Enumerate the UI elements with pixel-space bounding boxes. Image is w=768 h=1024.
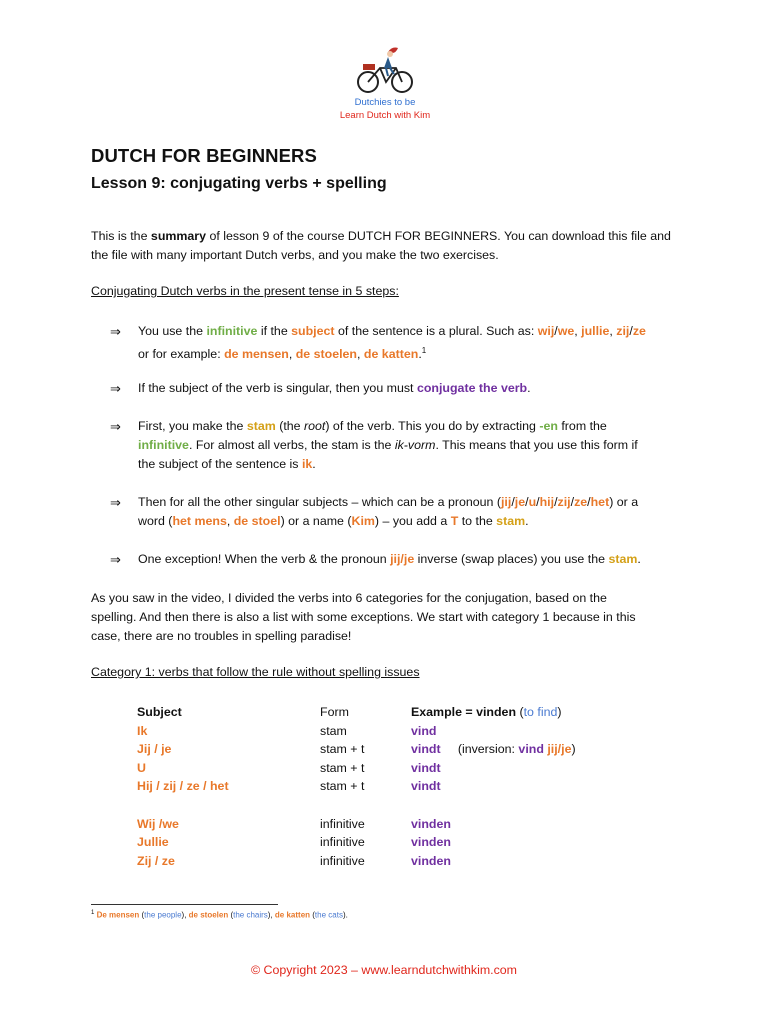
footnote-divider [91,904,278,905]
logo-line-1: Dutchies to be [354,97,416,108]
step-bullet-1: ⇒ You use the infinitive if the subject of the sentence is a plural. Such as: wij/we, jullie, zij/ze or for example: de mensen, de stoelen, de katten.$^1$ [110,324,646,362]
arrow-icon: ⇒ [110,381,121,396]
logo-line-2: Learn Dutch with Kim [339,110,431,121]
arrow-icon: ⇒ [110,324,121,339]
footnote-ref: 1 [421,346,427,355]
table-spacer-row [137,796,576,815]
page-title: DUTCH FOR BEGINNERS [91,145,317,166]
bicycle-girl-icon [354,44,416,96]
step-bullet-3: ⇒ First, you make the stam (the root) of the verb. This you do by extracting -en from the infinitive. For almost all verbs, the stam is the ik-vorm. This means that you use this form if the subject of the sentence is ik. [110,419,638,471]
step-bullet-2: ⇒ If the subject of the verb is singular, then you must conjugate the verb. [110,381,531,396]
table-row: Jullie infinitive vinden [137,835,451,850]
table-row: Hij / zij / ze / het stam + t vindt [137,779,441,794]
steps-heading: Conjugating Dutch verbs in the present tense in 5 steps: [91,284,399,298]
table-row: Ik stam vind [137,723,437,738]
arrow-icon: ⇒ [110,419,121,434]
table-row: Jij / je stam + t vindt (inversion: vind jij/je) [137,742,576,757]
category-1-heading: Category 1: verbs that follow the rule without spelling issues [91,665,420,679]
logo [330,44,440,122]
step-bullet-4: ⇒ Then for all the other singular subjects – which can be a pronoun (jij/je/u/hij/zij/ze/het) or a word (het mens, de stoel) or a name (Kim) – you add a T to the stam. [110,495,639,528]
arrow-icon: ⇒ [110,495,121,510]
table-row: Wij /we infinitive vinden [137,816,451,831]
table-header-row: Subject Form Example = vinden (to find) [137,705,562,719]
categories-paragraph: As you saw in the video, I divided the verbs into 6 categories for the conjugation, based on the spelling. And then there is also a list with some exceptions. We start with category 1 because in this case, there are no troubles in spelling paradise! [91,591,636,643]
intro-paragraph: This is the summary of lesson 9 of the course DUTCH FOR BEGINNERS. You can download this file and the file with many important Dutch verbs, and you make the two exercises. [91,229,671,262]
lesson-subtitle: Lesson 9: conjugating verbs + spelling [91,175,387,192]
table-row: Zij / ze infinitive vinden [137,853,451,868]
step-bullet-5: ⇒ One exception! When the verb & the pronoun jij/je inverse (swap places) you use the stam. [110,552,641,567]
copyright-footer: © Copyright 2023 – www.learndutchwithkim.com [250,963,517,977]
footnote: $^1$ De mensen (the people), de stoelen (the chairs), de katten (the cats). [91,910,348,920]
arrow-icon: ⇒ [110,552,121,567]
table-row: U stam + t vindt [137,760,441,775]
conjugation-table [137,703,576,870]
